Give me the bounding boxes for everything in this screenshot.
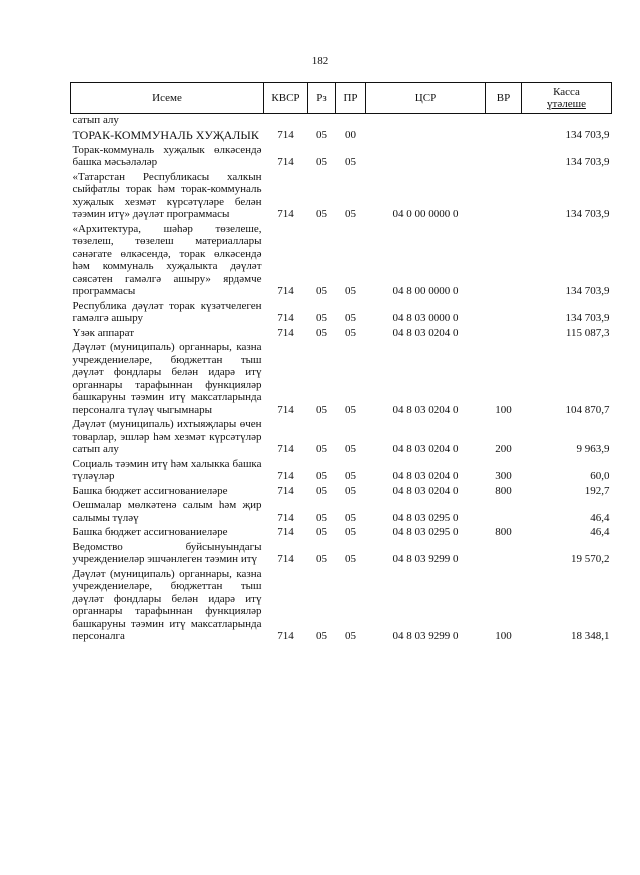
table-row [71,483,612,498]
cell-name: Дәүләт (муниципаль) ихтыяҗлары өчен товарлар, эшләр һәм хезмәт күрсәтүләр сатып алу [72,418,262,455]
header-amount [522,83,612,114]
cell-kvsr: 714 [277,511,294,524]
cell-pr: 05 [345,630,356,642]
cell-pr: 05 [345,470,356,482]
cell-amount: 134 703,9 [565,156,610,168]
cell-csr [366,114,486,127]
cell-name: ТОРАК-КОММУНАЛЬ ХУҖАЛЫК [72,127,259,142]
cell-rz: 05 [316,484,327,497]
cell-vr [486,127,522,142]
table-row [71,298,612,325]
table-row [71,524,612,539]
cell-amount [522,114,612,127]
cell-amount: 134 703,9 [565,285,610,297]
cell-vr [486,169,522,221]
cell-amount: 18 348,1 [571,630,610,642]
cell-rz: 05 [316,208,327,220]
cell-kvsr: 714 [277,156,294,168]
cell-vr: 800 [495,526,512,538]
cell-amount: 60,0 [590,470,610,482]
cell-name: сатып алу [72,114,119,126]
cell-kvsr: 714 [277,630,294,642]
page-number: 182 [311,55,329,67]
cell-pr: 05 [345,511,356,524]
table-row [71,114,612,127]
cell-kvsr: 714 [277,129,294,141]
cell-csr: 04 8 03 9299 0 [392,630,459,642]
cell-kvsr: 714 [277,208,294,220]
cell-kvsr: 714 [277,285,294,297]
table-row [71,142,612,169]
cell-csr [366,127,486,142]
cell-pr: 05 [345,484,356,497]
cell-pr: 05 [345,156,356,168]
cell-amount: 115 087,3 [565,326,610,339]
cell-amount: 19 570,2 [571,553,610,565]
cell-rz [308,114,336,127]
cell-pr: 05 [345,312,356,324]
table-row [71,539,612,566]
cell-rz: 05 [316,403,327,416]
header-rz: Рз [308,83,336,114]
cell-name: Дәүләт (муниципаль) органнары, казна учреждениеләре, бюджеттан тыш дәүләт фондлары белән идарә итү органнары тарафыннан функцияләр башкаруны тәэмин итү максатларында персоналга түләү чыгымнары [72,341,262,416]
cell-vr [486,539,522,566]
cell-pr: 05 [345,553,356,565]
cell-vr: 100 [495,403,512,416]
table-row [71,325,612,340]
table-row [71,221,612,298]
cell-csr: 04 8 00 0000 0 [392,285,459,297]
header-amount-line2: үтәлеше [547,98,586,110]
cell-rz: 05 [316,511,327,524]
header-kvsr: КВСР [264,83,308,114]
cell-rz: 05 [316,312,327,324]
header-amount-line1: Касса [553,85,580,98]
table-row [71,497,612,524]
header-name: Исеме [71,83,264,114]
cell-csr: 04 8 03 0000 0 [392,312,459,324]
cell-csr: 04 8 03 0295 0 [392,526,459,538]
cell-rz: 05 [316,326,327,339]
cell-pr [336,114,366,127]
cell-amount: 192,7 [584,484,610,497]
cell-csr: 04 8 03 0204 0 [392,326,459,339]
cell-csr: 04 8 03 9299 0 [392,553,459,565]
cell-kvsr: 714 [277,470,294,482]
cell-vr: 300 [495,470,512,482]
cell-kvsr: 714 [277,484,294,497]
cell-csr: 04 8 03 0295 0 [392,511,459,524]
cell-amount: 134 703,9 [565,312,610,324]
cell-rz: 05 [316,443,327,455]
cell-pr: 05 [345,403,356,416]
cell-kvsr: 714 [277,526,294,538]
table-row [71,169,612,221]
cell-vr [486,142,522,169]
cell-rz: 05 [316,526,327,538]
cell-kvsr [264,114,308,127]
cell-vr: 800 [495,484,512,497]
table-row [71,127,612,142]
cell-csr: 04 8 03 0204 0 [392,443,459,455]
cell-kvsr: 714 [277,312,294,324]
cell-pr: 05 [345,443,356,455]
cell-vr [486,497,522,524]
cell-vr [486,114,522,127]
cell-csr [366,142,486,169]
cell-pr: 05 [345,326,356,339]
table-header-row [71,83,612,114]
cell-pr: 05 [345,208,356,220]
cell-name: Ведомство буйсынуындагы учреждениеләр эшчәнлеген тәэмин итү [72,540,262,565]
header-vr: ВР [486,83,522,114]
cell-name: «Архитектура, шәһәр төзелеше, төзелеш, төзелеш материаллары сәнәгате өлкәсендә, торак өлкәсендә һәм коммуналь хуҗалыкта дәүләт сәясәтен гамәлгә ашыру» ярдәмче программасы [72,222,262,297]
table-row [71,416,612,456]
cell-rz: 05 [316,470,327,482]
cell-vr: 100 [495,630,512,642]
cell-kvsr: 714 [277,326,294,339]
header-csr: ЦСР [366,83,486,114]
cell-csr: 04 8 03 0204 0 [392,403,459,416]
cell-name: Башка бюджет ассигнованиеләре [72,484,228,497]
cell-vr [486,298,522,325]
cell-rz: 05 [316,553,327,565]
cell-rz: 05 [316,156,327,168]
cell-vr: 200 [495,443,512,455]
table-row [71,339,612,416]
cell-kvsr: 714 [277,553,294,565]
cell-amount: 46,4 [590,526,610,538]
table-row [71,456,612,483]
cell-vr [486,325,522,340]
cell-name: Башка бюджет ассигнованиеләре [72,526,228,538]
cell-csr: 04 0 00 0000 0 [392,208,459,220]
cell-name: Оешмалар мөлкәтенә салым һәм җир салымы түләү [72,499,262,524]
header-pr: ПР [336,83,366,114]
cell-amount: 9 963,9 [576,443,610,455]
cell-kvsr: 714 [277,443,294,455]
cell-pr: 05 [345,526,356,538]
cell-rz: 05 [316,285,327,297]
cell-amount: 134 703,9 [565,208,610,220]
cell-name: Үзәк аппарат [72,326,135,339]
cell-kvsr: 714 [277,403,294,416]
cell-csr: 04 8 03 0204 0 [392,484,459,497]
cell-name: Республика дәүләт торак күзәтчелеген гамәлгә ашыру [72,299,262,324]
cell-amount: 104 870,7 [565,403,610,416]
cell-amount: 46,4 [590,511,610,524]
cell-name: «Татарстан Республикасы халкын сыйфатлы торак һәм торак-коммуналь хуҗалык хезмәт күрсәтүләре белән тәэмин итү» дәүләт программасы [72,170,262,220]
budget-table [70,82,612,643]
cell-name: Социаль тәэмин итү һәм халыкка башка түләүләр [72,457,262,482]
cell-amount: 134 703,9 [565,129,610,141]
cell-vr [486,221,522,298]
table-row [71,566,612,643]
cell-rz: 05 [316,630,327,642]
cell-name: Торак-коммуналь хуҗалык өлкәсендә башка мәсьәләләр [72,143,262,168]
cell-pr: 00 [345,129,356,141]
cell-pr: 05 [345,285,356,297]
cell-rz: 05 [316,129,327,141]
cell-csr: 04 8 03 0204 0 [392,470,459,482]
cell-name: Дәүләт (муниципаль) органнары, казна учреждениеләре, бюджеттан тыш дәүләт фондлары белән идарә итү органнары тарафыннан функцияләр башкаруны тәэмин итү максатларында персоналга [72,567,262,642]
